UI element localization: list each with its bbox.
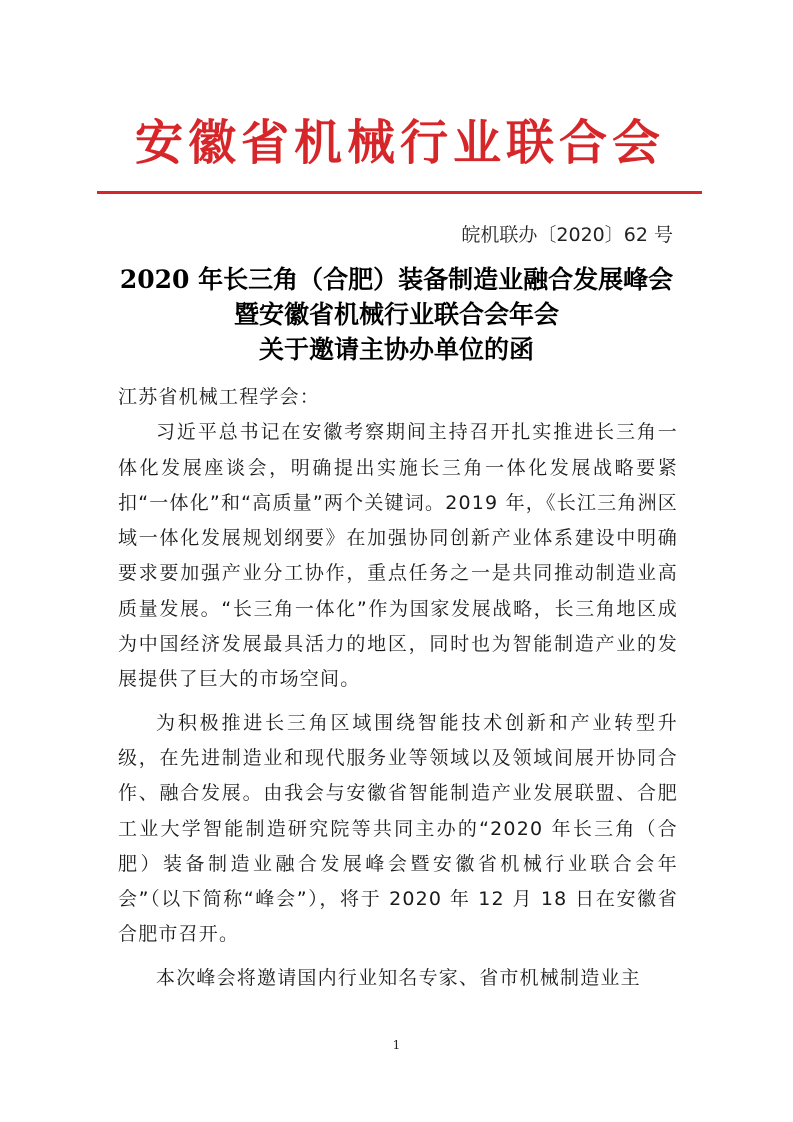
red-divider-line: [97, 191, 702, 194]
letter-body: [118, 380, 678, 996]
title-line-3: 关于邀请主协办单位的函: [258, 335, 534, 364]
title-line-1: 2020 年长三角（合肥）装备制造业融合发展峰会: [119, 265, 674, 294]
paragraph-3: 本次峰会将邀请国内行业知名专家、省市机械制造业主: [156, 966, 641, 989]
document-number: 皖机联办〔2020〕62 号: [461, 224, 673, 246]
masthead-organization: 安徽省机械行业联合会: [134, 115, 665, 171]
paragraph-1: 习近平总书记在安徽考察期间主持召开扎实推进长三角一体化发展座谈会，明确提出实施长三角一体化发展战略要紧扣“一体化”和“高质量”两个关键词。2019 年，《长江三角洲区域一体化发展规划纲要》在加强协同创新产业体系建设中明确要求要加强产业分工协作，重点任务之一是共同推动制造业高质量发展。“长三角一体化”作为国家发展战略，长三角地区成为中国经济发展最具活力的地区，同时也为智能制造产业的发展提供了巨大的市场空间。: [118, 421, 678, 691]
document-title: [90, 262, 703, 367]
title-line-2: 暨安徽省机械行业联合会年会: [233, 300, 559, 329]
paragraph-2: 为积极推进长三角区域围绕智能技术创新和产业转型升级，在先进制造业和现代服务业等领域以及领域间展开协同合作、融合发展。由我会与安徽省智能制造产业发展联盟、合肥工业大学智能制造研究院等共同主办的“2020 年长三角（合肥）装备制造业融合发展峰会暨安徽省机械行业联合会年会”（以下简称“峰会”），将于 2020 年 12 月 18 日在安徽省合肥市召开。: [118, 711, 678, 946]
salutation: 江苏省机械工程学会：: [118, 386, 321, 408]
page-number: 1: [392, 1038, 401, 1052]
